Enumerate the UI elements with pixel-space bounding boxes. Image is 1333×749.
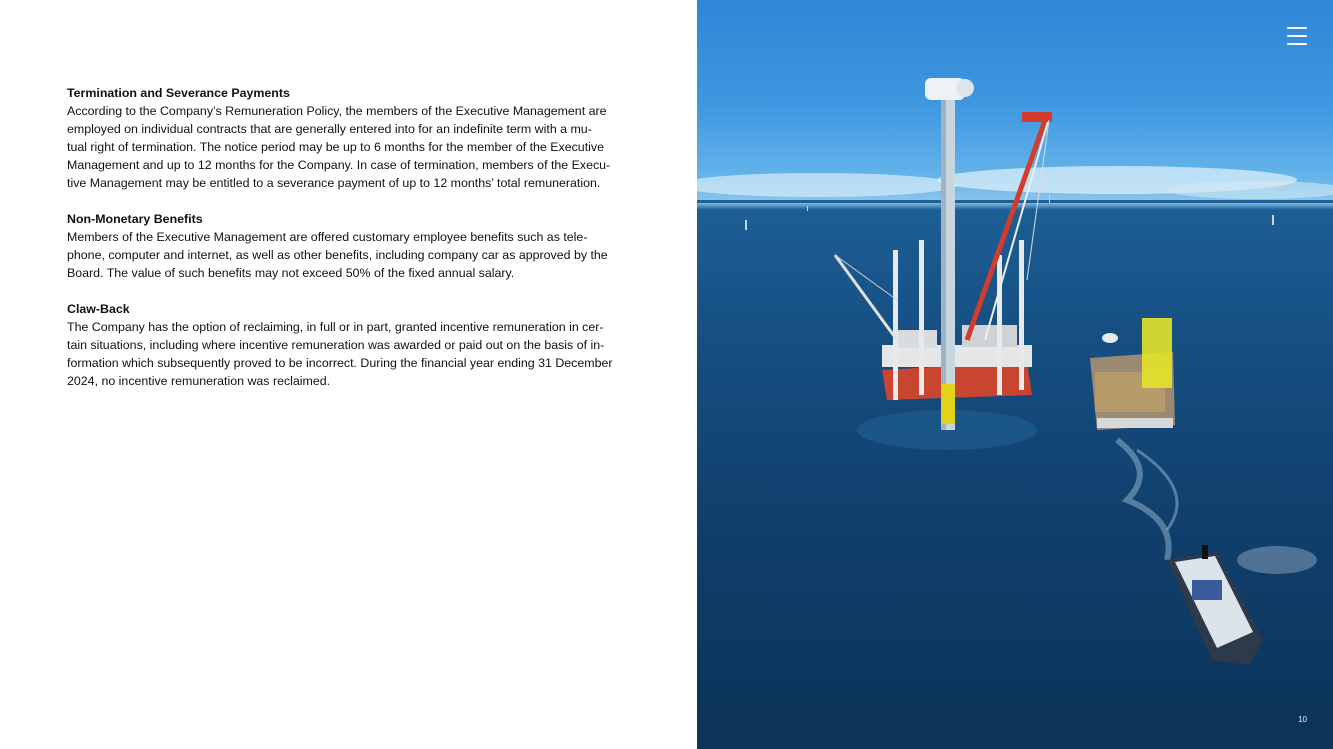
hamburger-menu-icon[interactable] bbox=[1287, 27, 1307, 45]
section-termination bbox=[67, 84, 647, 192]
section-text: Members of the Executive Management are offered customary employee benefits such as tele- phone, computer and internet, as well as other benefits, including company car as approved by the Board. The value of such benefits may not exceed 50% of the fixed annual salary. bbox=[67, 230, 608, 280]
section-heading: Claw-Back bbox=[67, 302, 130, 316]
section-non-monetary-benefits bbox=[67, 210, 647, 282]
photo-panel bbox=[697, 0, 1333, 749]
section-text: According to the Company’s Remuneration Policy, the members of the Executive Management are employed on individual contracts that are generally entered into for an indefinite term with a mu- tual right of termination. The notice period may be up to 6 months for the member of the Executive Management and up to 12 months for the Company. In case of termination, members of the Execu- tive Management may be entitled to a severance payment of up to 12 months’ total remuneration. bbox=[67, 104, 611, 190]
section-text: The Company has the option of reclaiming, in full or in part, granted incentive remuneration in cer- tain situations, including where incentive remuneration was awarded or paid out on the basis of in- formation which subsequently proved to be incorrect. During the financial year ending 31 December 2024, no incentive remuneration was reclaimed. bbox=[67, 320, 613, 388]
section-claw-back bbox=[67, 300, 647, 390]
document-body bbox=[67, 84, 647, 408]
section-heading: Termination and Severance Payments bbox=[67, 86, 290, 100]
offshore-wind-photo bbox=[697, 0, 1333, 749]
page-number: 10 bbox=[1298, 715, 1307, 724]
section-heading: Non-Monetary Benefits bbox=[67, 212, 203, 226]
